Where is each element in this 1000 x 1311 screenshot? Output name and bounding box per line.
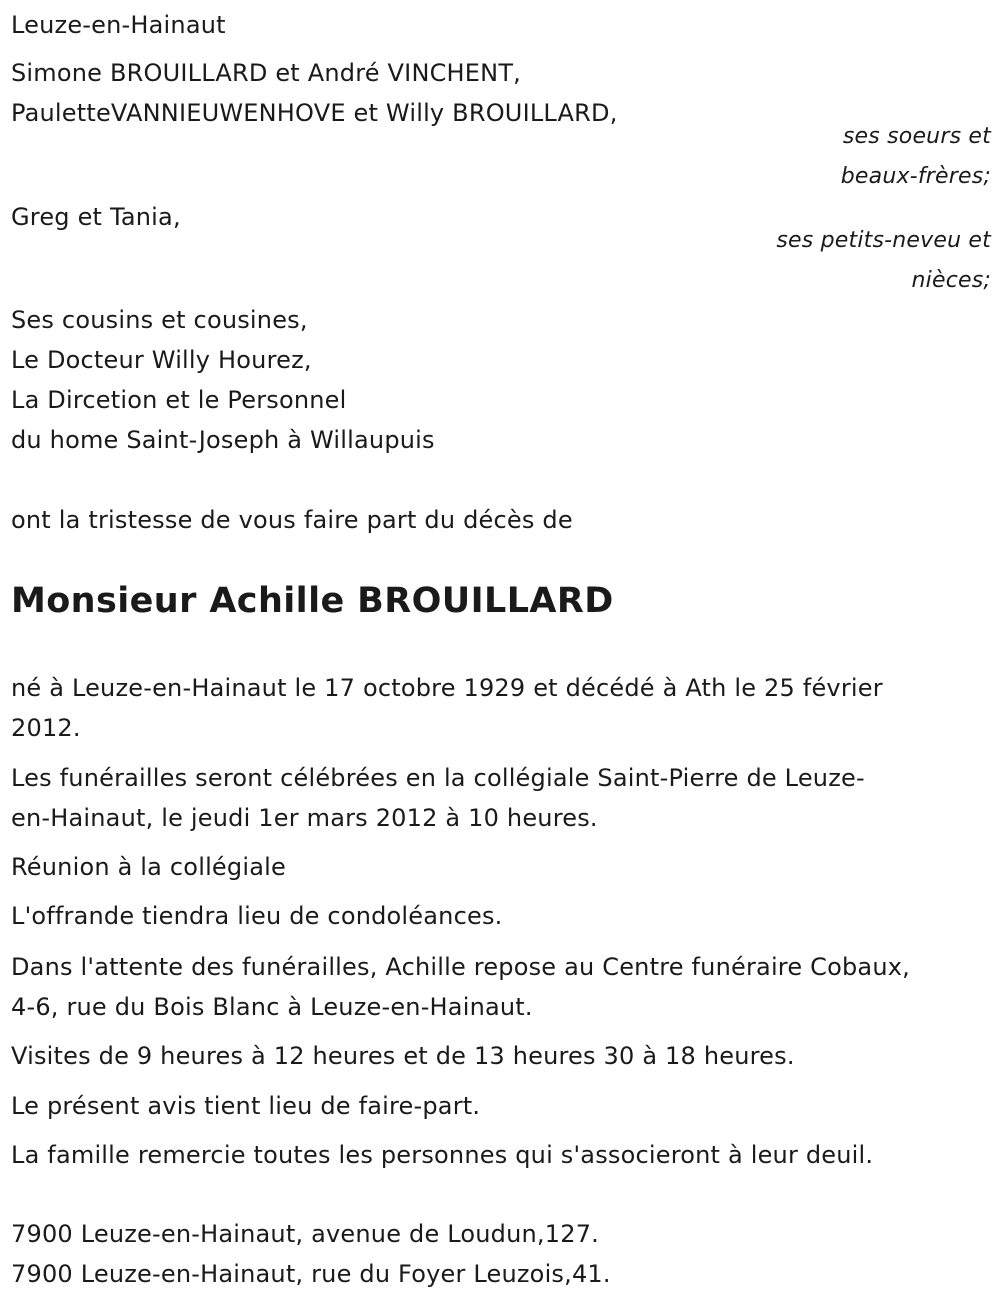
announcement-text: ont la tristesse de vous faire part du décès de — [11, 506, 573, 534]
siblings-role-line-2: beaux-frères; — [840, 164, 991, 189]
detail-thanks: La famille remercie toutes les personnes qui s'associeront à leur deuil. — [11, 1141, 874, 1169]
siblings-line-2: PauletteVANNIEUWENHOVE et Willy BROUILLARD, — [11, 99, 618, 127]
detail-rest-line-2: 4-6, rue du Bois Blanc à Leuze-en-Hainaut. — [11, 993, 533, 1021]
detail-meeting: Réunion à la collégiale — [11, 853, 286, 881]
grandchildren-line: Greg et Tania, — [11, 203, 181, 231]
grandchildren-role-line-1: ses petits-neveu et — [776, 228, 991, 253]
others-line-1: Ses cousins et cousines, — [11, 306, 308, 334]
deceased-name: Monsieur Achille BROUILLARD — [11, 581, 614, 621]
detail-visits: Visites de 9 heures à 12 heures et de 13 heures 30 à 18 heures. — [11, 1042, 795, 1070]
detail-funeral-line-2: en-Hainaut, le jeudi 1er mars 2012 à 10 heures. — [11, 804, 598, 832]
detail-birth-line-2: 2012. — [11, 714, 81, 742]
others-line-2: Le Docteur Willy Hourez, — [11, 346, 312, 374]
grandchildren-role-line-2: nièces; — [911, 268, 991, 293]
detail-funeral-line-1: Les funérailles seront célébrées en la collégiale Saint-Pierre de Leuze- — [11, 764, 865, 792]
detail-rest-line-1: Dans l'attente des funérailles, Achille repose au Centre funéraire Cobaux, — [11, 953, 910, 981]
siblings-role-line-1: ses soeurs et — [842, 124, 991, 149]
detail-offering: L'offrande tiendra lieu de condoléances. — [11, 902, 503, 930]
address-line-2: 7900 Leuze-en-Hainaut, rue du Foyer Leuzois,41. — [11, 1260, 611, 1288]
location-heading: Leuze-en-Hainaut — [11, 11, 226, 39]
detail-notice: Le présent avis tient lieu de faire-part. — [11, 1092, 481, 1120]
others-line-3: La Dircetion et le Personnel — [11, 386, 347, 414]
detail-birth-line-1: né à Leuze-en-Hainaut le 17 octobre 1929 et décédé à Ath le 25 février — [11, 674, 883, 702]
others-line-4: du home Saint-Joseph à Willaupuis — [11, 426, 435, 454]
address-line-1: 7900 Leuze-en-Hainaut, avenue de Loudun,127. — [11, 1220, 599, 1248]
siblings-line-1: Simone BROUILLARD et André VINCHENT, — [11, 59, 522, 87]
